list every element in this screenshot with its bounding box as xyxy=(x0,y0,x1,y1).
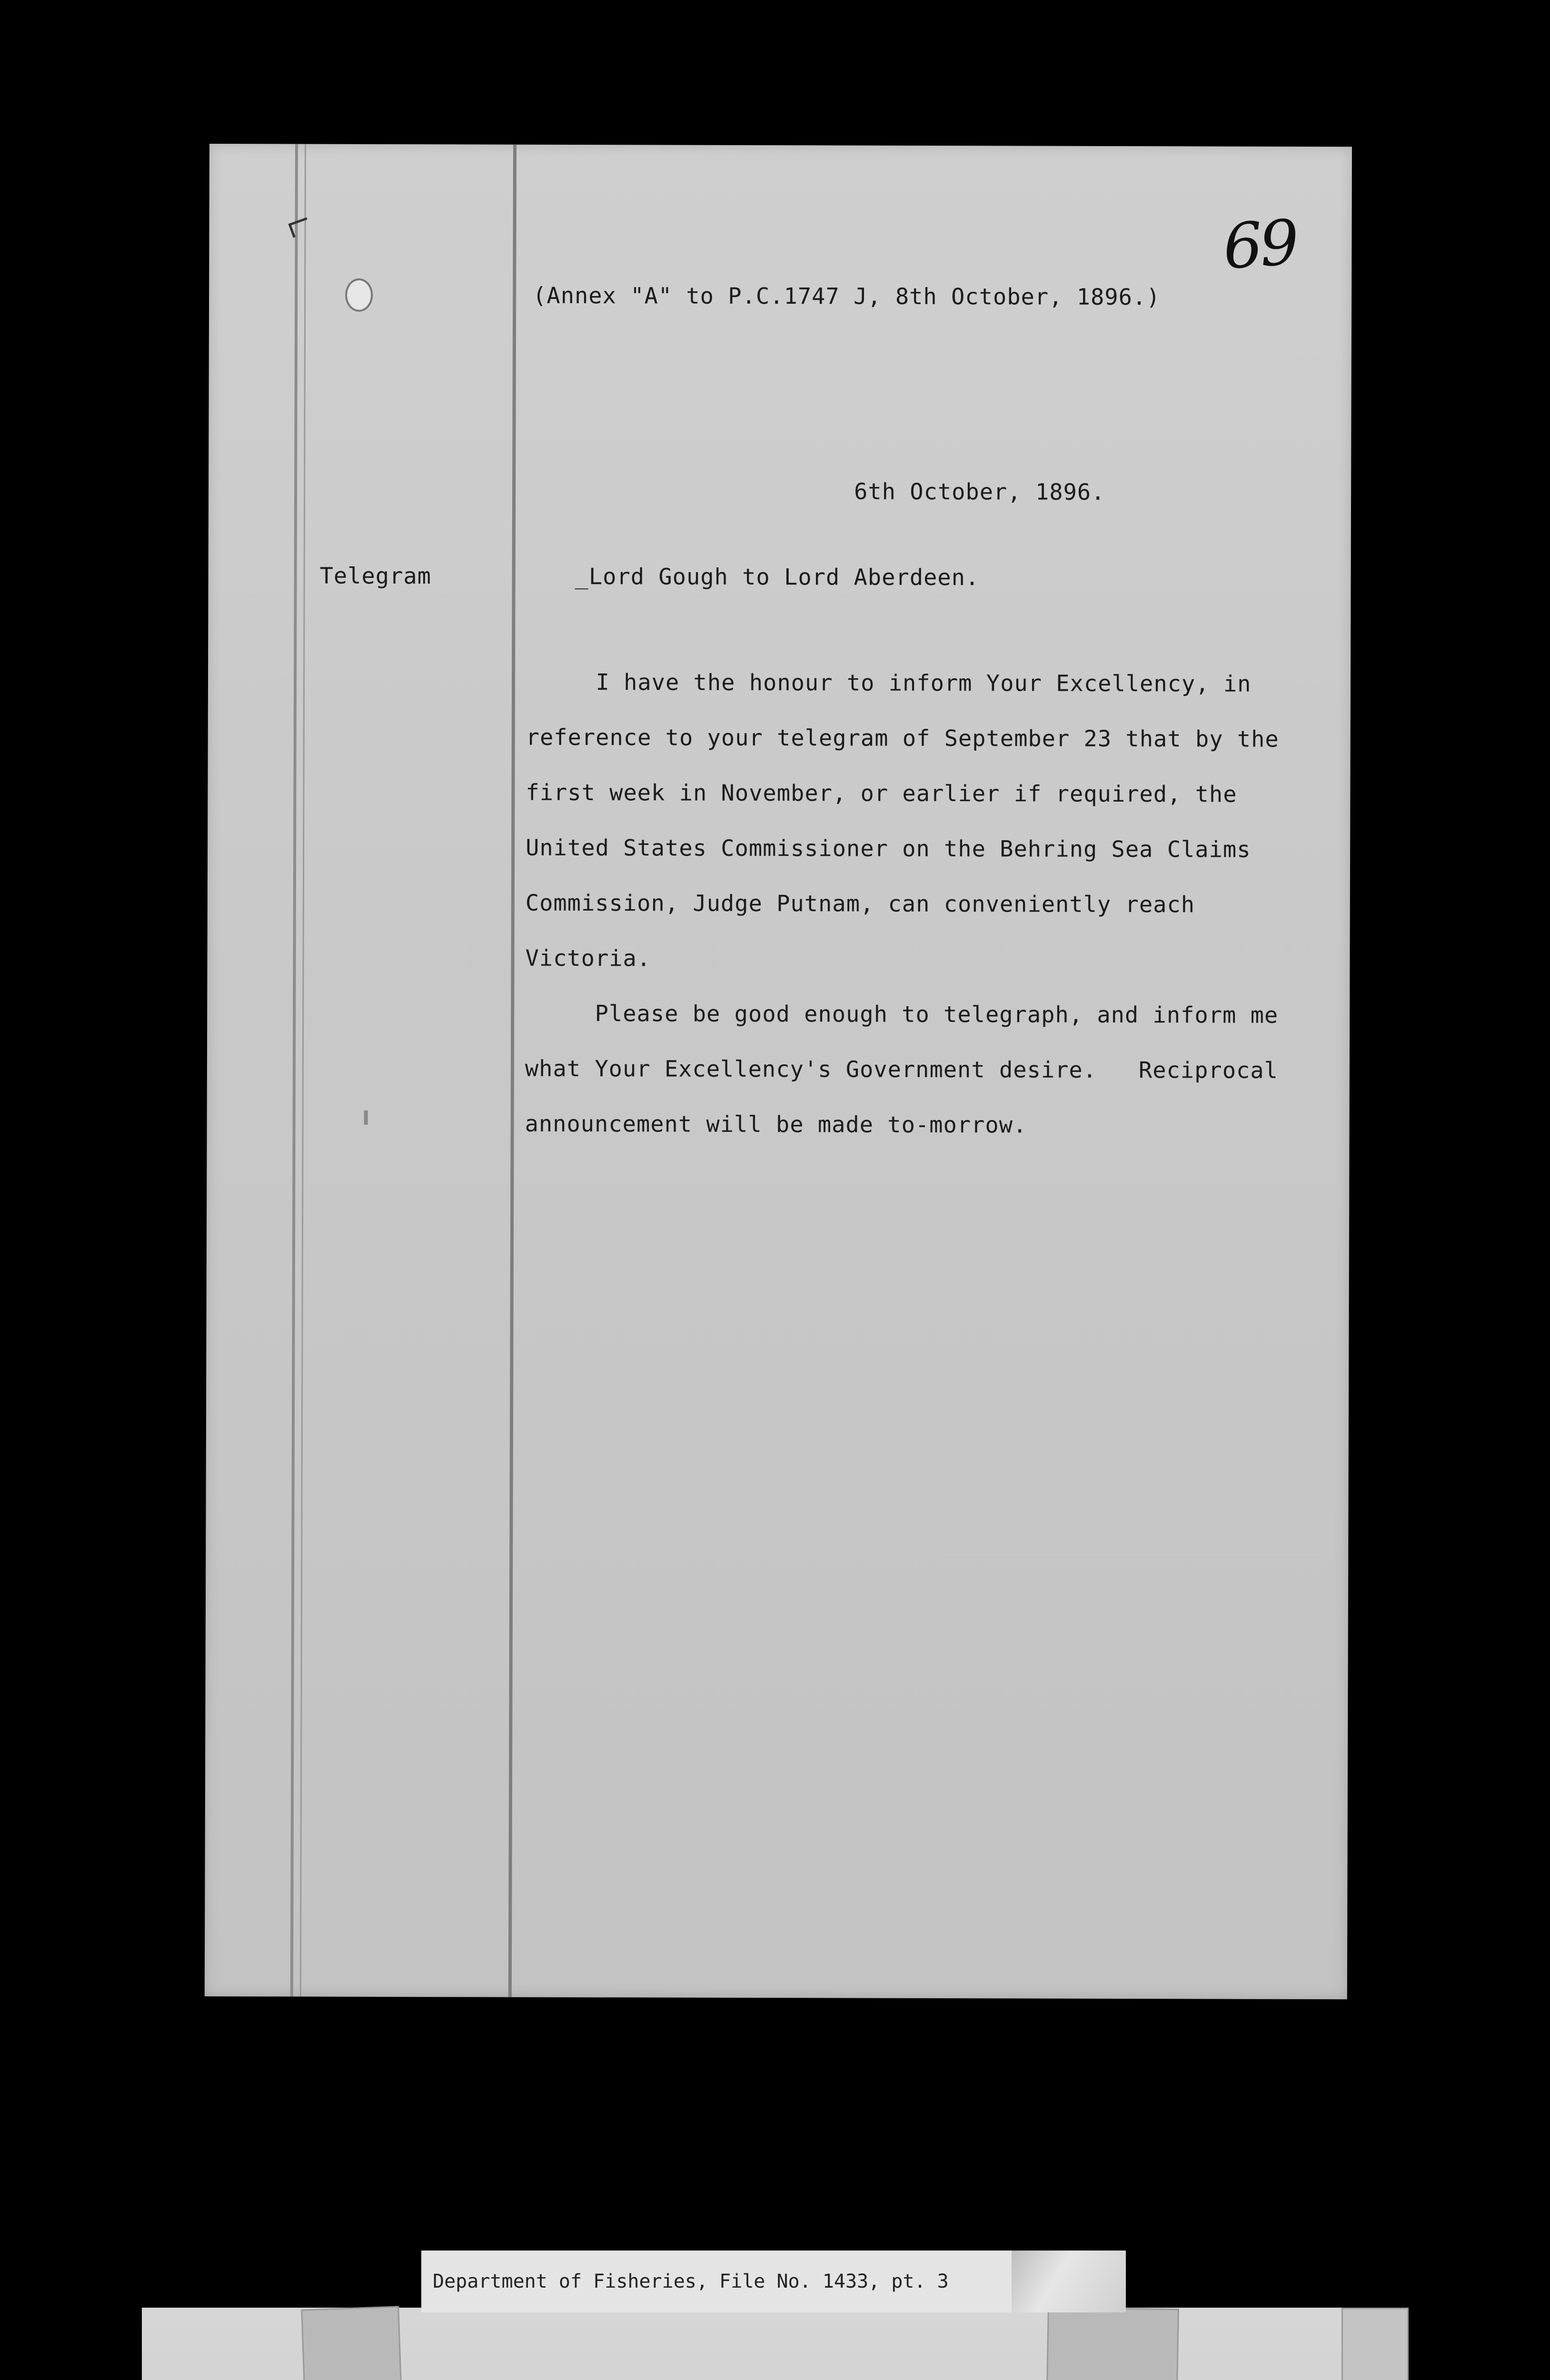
body-line: what Your Excellency's Government desire. Reciprocal xyxy=(525,1055,1278,1084)
body-line: Victoria. xyxy=(525,945,651,972)
folio-number: 69 xyxy=(1221,206,1299,283)
body-line: reference to your telegram of September 23 that by the xyxy=(526,724,1279,753)
archive-stamp-card xyxy=(142,2308,1406,2380)
margin-note: Telegram xyxy=(319,563,432,590)
file-reference-label xyxy=(421,2251,1126,2312)
date-line: 6th October, 1896. xyxy=(854,478,1105,506)
punch-hole xyxy=(345,278,373,312)
paper-blemish xyxy=(364,1111,368,1125)
margin-rule-left-inner xyxy=(300,144,306,1997)
document-page xyxy=(205,144,1352,1999)
body-line: United States Commissioner on the Behring Sea Claims xyxy=(526,834,1251,863)
annex-heading: (Annex "A" to P.C.1747 J, 8th October, 1896.) xyxy=(533,282,1161,311)
card-edge xyxy=(1341,2308,1409,2380)
card-tab xyxy=(301,2306,405,2380)
body-line: Commission, Judge Putnam, can conveniently reach xyxy=(525,890,1195,918)
route-line: _Lord Gough to Lord Aberdeen. xyxy=(575,564,980,591)
body-line: Please be good enough to telegraph, and inform me xyxy=(525,1000,1279,1029)
body-line: first week in November, or earlier if required, the xyxy=(526,779,1237,808)
corner-mark xyxy=(288,217,311,238)
margin-rule-right xyxy=(508,145,517,1997)
body-line: I have the honour to inform Your Excellency, in xyxy=(526,669,1252,697)
margin-rule-left xyxy=(290,144,298,1996)
label-scuff xyxy=(1012,2251,1126,2312)
body-line: announcement will be made to-morrow. xyxy=(525,1111,1027,1139)
card-tab xyxy=(1045,2307,1179,2380)
file-reference-text: Department of Fisheries, File No. 1433, pt. 3 xyxy=(433,2271,949,2292)
